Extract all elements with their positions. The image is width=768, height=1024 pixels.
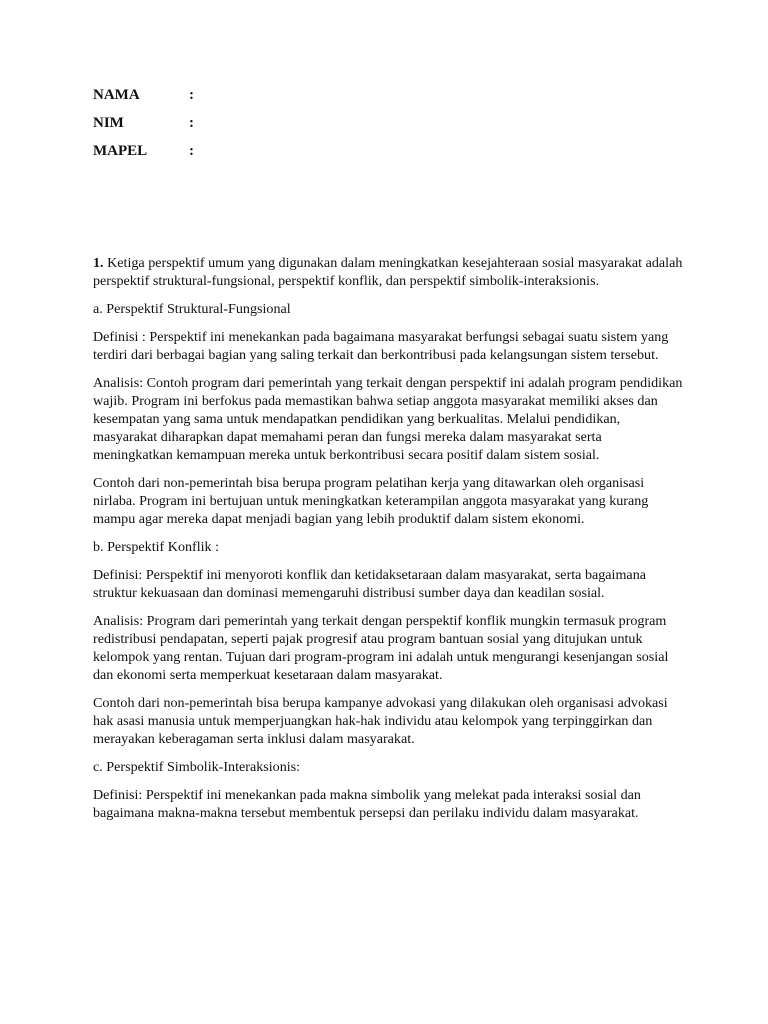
question-number: 1.: [93, 255, 104, 271]
field-colon: :: [189, 87, 194, 103]
student-info-fields: [93, 87, 199, 171]
section-c-heading: c. Perspektif Simbolik-Interaksionis:: [93, 759, 301, 776]
field-row-nim: [93, 115, 199, 143]
section-a-heading: a. Perspektif Struktural-Fungsional: [93, 300, 291, 317]
field-label-nama: NAMA: [93, 87, 140, 103]
section-c-definisi: Definisi: Perspektif ini menekankan pada makna simbolik yang melekat pada interaksi sosial dan bagaimana makna-makna tersebut membentuk persepsi dan perilaku individu dalam masyarakat.: [93, 786, 641, 822]
answer-body: [93, 254, 683, 832]
field-row-mapel: [93, 143, 199, 171]
section-a-contoh: Contoh dari non-pemerintah bisa berupa program pelatihan kerja yang ditawarkan oleh organisasi nirlaba. Program ini bertujuan untuk meningkatkan keterampilan anggota masyarakat yang kurang mampu agar mereka dapat menjadi bagian yang lebih produktif dalam sistem ekonomi.: [93, 475, 649, 528]
section-a-analisis: Analisis: Contoh program dari pemerintah yang terkait dengan perspektif ini adalah program pendidikan wajib. Program ini berfokus pada memastikan bahwa setiap anggota masyarakat memiliki akses dan kesempatan yang sama untuk mendapatkan pendidikan yang berkualitas. Melalui pendidikan, masyarakat diharapkan dapat memahami peran dan fungsi mereka dalam masyarakat serta meningkatkan kemampuan mereka untuk berkontribusi secara positif dalam sistem sosial.: [93, 374, 683, 464]
section-a-definisi: Definisi : Perspektif ini menekankan pada bagaimana masyarakat berfungsi sebagai suatu sistem yang terdiri dari berbagai bagian yang saling terkait dan berkontribusi pada kelangsungan sistem tersebut.: [93, 328, 669, 363]
field-label-nim: NIM: [93, 115, 124, 131]
section-b-definisi: Definisi: Perspektif ini menyoroti konflik dan ketidaksetaraan dalam masyarakat, serta bagaimana struktur kekuasaan dan dominasi memengaruhi distribusi sumber daya dan keadilan sosial.: [93, 566, 646, 602]
question-1-text: Ketiga perspektif umum yang digunakan dalam meningkatkan kesejahteraan sosial masyarakat adalah perspektif struktural-fungsional, perspektif konflik, dan perspektif simbolik-interaksionis.: [93, 255, 683, 290]
question-1-intro: [93, 254, 683, 290]
field-label-mapel: MAPEL: [93, 143, 148, 159]
field-colon: :: [189, 143, 194, 159]
section-b-analisis: Analisis: Program dari pemerintah yang terkait dengan perspektif konflik mungkin termasuk program redistribusi pendapatan, seperti pajak progresif atau program bantuan sosial yang ditujukan untuk kelompok yang rentan. Tujuan dari program-program ini adalah untuk mengurangi kesenjangan sosial dan ekonomi serta memperkuat kesetaraan dalam masyarakat.: [93, 612, 669, 684]
section-b-heading: b. Perspektif Konflik :: [93, 539, 220, 556]
field-row-nama: [93, 87, 199, 115]
field-colon: :: [189, 115, 194, 131]
section-b-contoh: Contoh dari non-pemerintah bisa berupa kampanye advokasi yang dilakukan oleh organisasi advokasi hak asasi manusia untuk memperjuangkan hak-hak individu atau kelompok yang terpinggirkan dan merayakan keberagaman serta inklusi dalam masyarakat.: [93, 695, 668, 748]
